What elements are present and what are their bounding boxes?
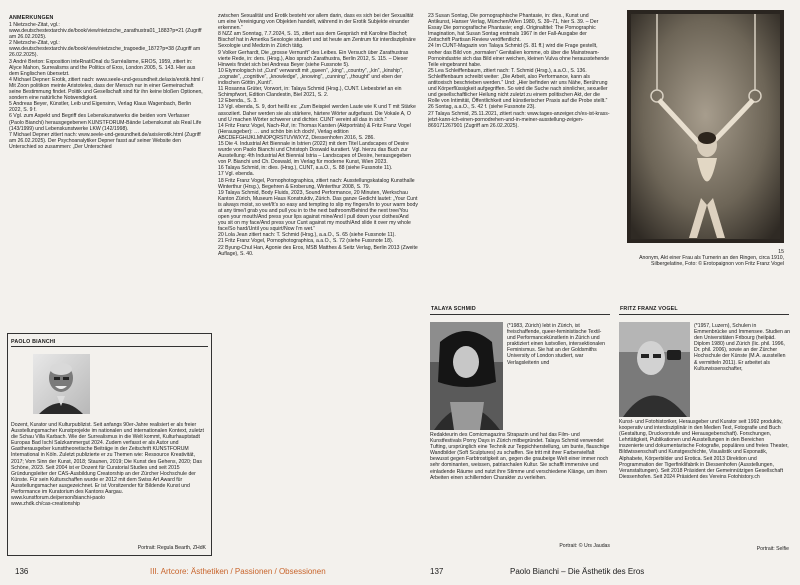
footnotes-col-1: 1 Nietzsche-Zitat, vgl.: www.deutschestextarchiv.de/book/view/nietzsche_zarathustra01_1883?p=21 (Zugriff am 26.02.2025). 2 Nietzsche-Zitat, vgl.: www.deutschestextarchiv.de/book/view/nietzsche_tragoedie_1872?p=38 (Zugriff am 26.02.2025). 3 André Breton: Exposition inteRnatiOnal du Surréalisme, EROS, 1959, zitiert in: Alyce Mahon, Surrealisms and the Politics of Eros, London 2005, S. 143. Hier aus dem Englischen übersetzt. 4 Michael Depner: Erotik, zitiert nach: www.seele-und-gesundheit.de/axis/erotik.html / Mit Zoon politikon meinte Aristoteles, dass der Mensch nur in einer Gemeinschaft seine Bestimmung findet. Politik und Gesellschaft sind für ihn keine bloßen Optionen, sondern eine natürliche Notwendigkeit. 5 Andreas Beyer, Künstler, Leib und Eigensinn, Verlag Klaus Wagenbach, Berlin 2022, S. 9 f. 6 Vgl. zum Aspekt und Begriff des Lebenskunstwerks die beiden vom Verfasser (Paolo Bianchi) herausgegebenen KUNSTFORUM-Bände Lebenskunst als Real Life (143/1999) und Lebenskunstwerke LKW (142/1998). 7 Michael Depner zitiert nach: www.seele-und-gesundheit.de/axis/erotik.html (Zugriff am 26.02.2025). Der Psychoanalytiker Depner fasst auf seiner Website den Unterschied so zusammen: „Der Unterschied (9, 22, 204, 150)
talaya-text: Redakteurin des Comicmagazins Strapazin und hat das Film- und Kunstfestivals Porny Days in Zürich mitbegründet. Talaya Schmid verwendet Tufting, ursprünglich eine Technik zur Teppichherstellung, um bunte, flauschige Wandbilder (Soft Sculptures) zu schaffen. Sie tritt mit ihrer Farbenvielfalt bewusst gegen Farbtrostigkeit an, gegen die graubeige Welt einer immer noch sehr dominanten, weissen, patriarchalen Kultur. Sie schafft immersive und einladende Räume und nutzt ihre Stimme und verschiedene Klänge, um ihren Arbeiten einen schillernden Charakter zu verleihen. (430, 432, 610, 481)
page-number-right: 137 (430, 567, 444, 576)
bio-text: Dozent, Kurator und Kulturpublizist. Seit anfangs 90er-Jahre realisiert er als freier Ausstellungsmacher Kunstprojekte im nationalen und internationalen Kontext, zuletzt die Schau Villa Karbach. Wie der Surrealismus in die Welt kommt, Kulturhauptstadt Europas Bad Ischl Salzkammergut 2024. Zudem verfasst er als Autor und Gastherausgeber kunsttheoretische Beiträge in der Zeitschrift KUNSTFORUM International in Köln. Zuletzt publizierte er zu Themen wie: Ressource Kreativität, 2017; Vom Sinn der Kunst, 2018; Staunen, 2019; Die Kunst des Gehens, 2020; Das Schöne, 2023. Seit 2004 ist er Dozent für Curatorial Studies und seit 2015 Gründungsleiter der CAS-Ausbildung Creatorship an der Zürcher Hochschule der Künste. Für sein Kulturschaffen wurde er 2012 mit dem Swiss Art Award für Ausstellungsmacher ausgezeichnet. Er ist Vorsitzender für Bildende Kunst und Performance im Kuratorium des Kantons Aargau. www.kunstforum.de/person/bianchi-paolo www.zhdk.ch/cas-creationship (11, 422, 204, 508)
page-number-left: 136 (15, 567, 29, 576)
footer-title: Paolo Bianchi – Die Ästhetik des Eros (510, 567, 645, 576)
fritz-credit: Portrait: Selfie (756, 546, 789, 552)
talaya-rule (430, 314, 610, 315)
divider (11, 346, 208, 347)
notes-heading: ANMERKUNGEN (9, 15, 54, 21)
talaya-heading: TALAYA SCHMID (431, 306, 476, 312)
bio-credit: Portrait: Regula Bearth, ZHdK (137, 545, 206, 551)
portrait-fritz (619, 322, 690, 417)
fritz-rule (619, 314, 789, 315)
photo-caption: 15 Anonym, Akt einer Frau als Turnerin an den Ringen, circa 1910, Silbergelatine, Foto: © Erotopaignon von Fritz Franz Vogel (639, 249, 784, 268)
footnotes-col-3: 23 Susan Sontag, Die pornographische Phantasie, in: dies., Kunst und Antikunst, Hanser Verlag, München/Wien 1980, S. 39–71, hier S. 39. – Der Essay Die pornografische Phantasie; engl. Originaltitel: The Pornographic Imagination, hat Susan Sontag erstmals 1967 in der Fall-Ausgabe der Zeitschrift Partisan Review veröffentlicht. 24 Im CUNT-Magazin von Talaya Schmid (S. 81 ff.) wird die Frage gestellt, woher das Bild von „normalen“ Genitalien komme, ob über die Mainstream-Pornoindustrie sich das Bild einer weichen, kleinen Vulva ohne herausstehende Teile eingebrannt habe. 25 Lea Schleiffenbaum, zitiert nach: T. Schmid (Hrsg.), a.a.O., S. 136. Schleiffenbaum schreibt weiter: „Die Arbeit, also Performance, kann als antitoxisch beschrieben werden.“ Und: „Hier befinden wir uns Nähe, Berührung und Körperflüssigkeit aufgegriffen. So wird die Suche nach sinnlicher, sexueller und gesellschaftlicher Heilung nicht zuletzt zu einem politischen Akt, der die Rolle von Intimität, Öffentlichkeit und künstlerischer Praxis auf die Probe stellt.“ 26 Sontag, a.a.O., S. 42 f. (siehe Fussnote 23). 27 Talaya Schmid, 25.11.2021, zitiert nach: www.tages-anzeiger.ch/es-ist-krass-jetzt-kann-ich-einen-pornodrehen-und-in-meiner-ausstellung-zeigen-869171267901 (Zugriff am 26.02.2025). (428, 13, 610, 129)
bio-box-bianchi (7, 333, 212, 556)
fritz-text-side: (*1957, Luzern), Schulen in Emmenbrücke und Immensee. Studien an den Universitäten Fribourg (heilpäd. Diplom 1980) und Zürich (lic. phil. 1996, Dr. phil. 2006), sowie an der Zürcher Hochschule der Künste (M.A. ausstellen & vermitteln 2011). Er arbeitet als Kulturwissenschafter, (694, 323, 790, 372)
talaya-text-side: (*1983, Zürich) lebt in Zürich, ist freischaffende, queer-feministische Textil- und Performancekünstlerin in Zürich und praktiziert einen lustvollen, intersektionalen Feminismus. Sie hat an der Goldsmiths University of London studiert, war Verlagsleiterin und (507, 323, 606, 366)
talaya-credit: Portrait: © Urs Jaudas (559, 543, 610, 549)
footnotes-col-2: zwischen Sexualität und Erotik besteht vor allem darin, dass es sich bei der Sexualität um eine Vereinigung von Objekten handelt, während in der Erotik Subjekte einander erkennen.“ 8 NZZ am Sonntag, 7.7.2024, S. 15, zitiert aus dem Gespräch mit Karoline Bischof; Bischof hat in Amerika Sexologie studiert und ist heute am Zentrum für interdisziplinäre Sexologie und Medizin in Zürich tätig. 9 Volker Gerhardt, Die „grosse Vernunft“ des Leibes. Ein Versuch über Zarathustras vierte Rede, in: ders. (Hrsg.), Also sprach Zarathustra, Berlin 2012, S. 115. – Dieser Hinweis findet sich bei Andreas Beyer (siehe Fussnote 5). 10 Etymologisch ist „Cunt“ verwandt mit „queen“, „king“, „country“, „kin“, „kinship“, „cognate“, „cognitive“, „knowledge“, „knowing“, „cunning“, „thought“ und eben der indischen Göttin „Kunti“. 11 Rosanna Grüter, Vorwort, in: Talaya Schmid (Hrsg.), CUNT. Liebesbrief an ein Schimpfwort, Edition Clandestin, Biel 2021, S. 2. 12 Ebenda., S. 3. 13 Vgl. ebenda, S. 9, dort heißt es: „Zum Beispiel werden Laute wie K und T mit Stärke assoziiert. Daher werden sie als stärkere, härtere Wörter aufgefasst. Die Vokale A, O und U machen Wörter schwerer und dichter. CUNT vereint all das in sich.“ 14 Fritz Franz Vogel, Nach-Ruf, in: Thomas Karsten (Aktporträts) & Fritz Franz Vogel (Herausgeber): … und schön bin ich doch!, Verlag edition ABCDEFGHIJKLMNOPQRSTUVWXYZ, Diessenhofen 2016, S. 286. 15 Die 4. Industrial Art Biennale in Istrien (2022) mit dem Titel Landscapes of Desire wurde von Paolo Bianchi und Christoph Doswald kuratiert. Vgl. hierzu das Buch zur Ausstellung: 4th Industrial Art Biennial Istria – Landscapes of Desire, herausgegeben von P. Bianchi und Ch. Doswald, im Verlag für moderne Kunst, Wien 2023. 16 Talaya Schmid, in: dies. (Hrsg.), CUNT, a.a.O., S. 88 (siehe Fussnote 11). 17 Vgl. ebenda. 18 Fritz Franz Vogel, Pornophotographica, zitiert nach: Ausstellungskatalog Kunsthalle Winterthur (Hrsg.), Begehren & Eroberung, Winterthur 2008, S. 79. 19 Talaya Schmid, Body Fluids, 2023, Sound Performance, 20 Minuten, Werkschau Kanton Zürich, Museum Haus Konstruktiv, Zürich. Das ganze Gedicht lautet: „Your Cunt is always moist, so wet/It’s so easy and tempting to slip my fingers/In to your warm body at any time/I grab you and pull you in to the next bathroom/Behind the next tree/You open your mouth/And press your lips against mine/And I pull down your clothes/And you sit on my face/And press your Cunt against my mouth/And slide it over my whole face/So hard/Until you squirt/Now I’m wet.“ 20 Lola Jean zitiert nach: T. Schmid (Hrsg.), a.a.O., S. 65 (siehe Fussnote 11). 21 Fritz Franz Vogel, Pornophotographica, a.a.O., S. 72 (siehe Fussnote 18). 22 Byung-Chul Han, Agonie des Eros, MSB Matthes & Seitz Verlag, Berlin 2013 (Zweite Auflage), S. 40. (218, 13, 418, 257)
portrait-talaya (430, 322, 503, 430)
bio-heading: PAOLO BIANCHI (11, 339, 56, 345)
fritz-text: Kunst- und Fotohistoriker, Herausgeber und Kurator seit 1992 produktiv, kooperativ und interdisziplinär in den Medien Text, Fotografie und Buch (Gestaltung, Druckvorstufe und Herausgeberschaft). Forschungen, Lehrtätigkeit, Publikationen und Ausstellungen in den Bereichen inszenierte und dokumentarische Fotografie, populäres und freies Theater, Bildwissenschaft und Kunstgeschichte, Visualistik und Exponatik, Alphabete, Körperbilder und Erotica. Seit 2013 Direktion und Programmation der Tigerfinklifabrik in Diessenhofen (Ausstellungen, Veranstaltungen). Seit 2018 Präsident der Gemeinnützigen Gesellschaft Diessenhofen. Seit 2024 Präsident des Vereins Fotohistory.ch (619, 419, 789, 480)
portrait-bianchi (33, 354, 90, 414)
vintage-photo-gymnast (627, 10, 784, 243)
fritz-heading: FRITZ FRANZ VOGEL (620, 306, 678, 312)
footer-section: III. Artcore: Ästhetiken / Passionen / Obsessionen (150, 567, 326, 576)
